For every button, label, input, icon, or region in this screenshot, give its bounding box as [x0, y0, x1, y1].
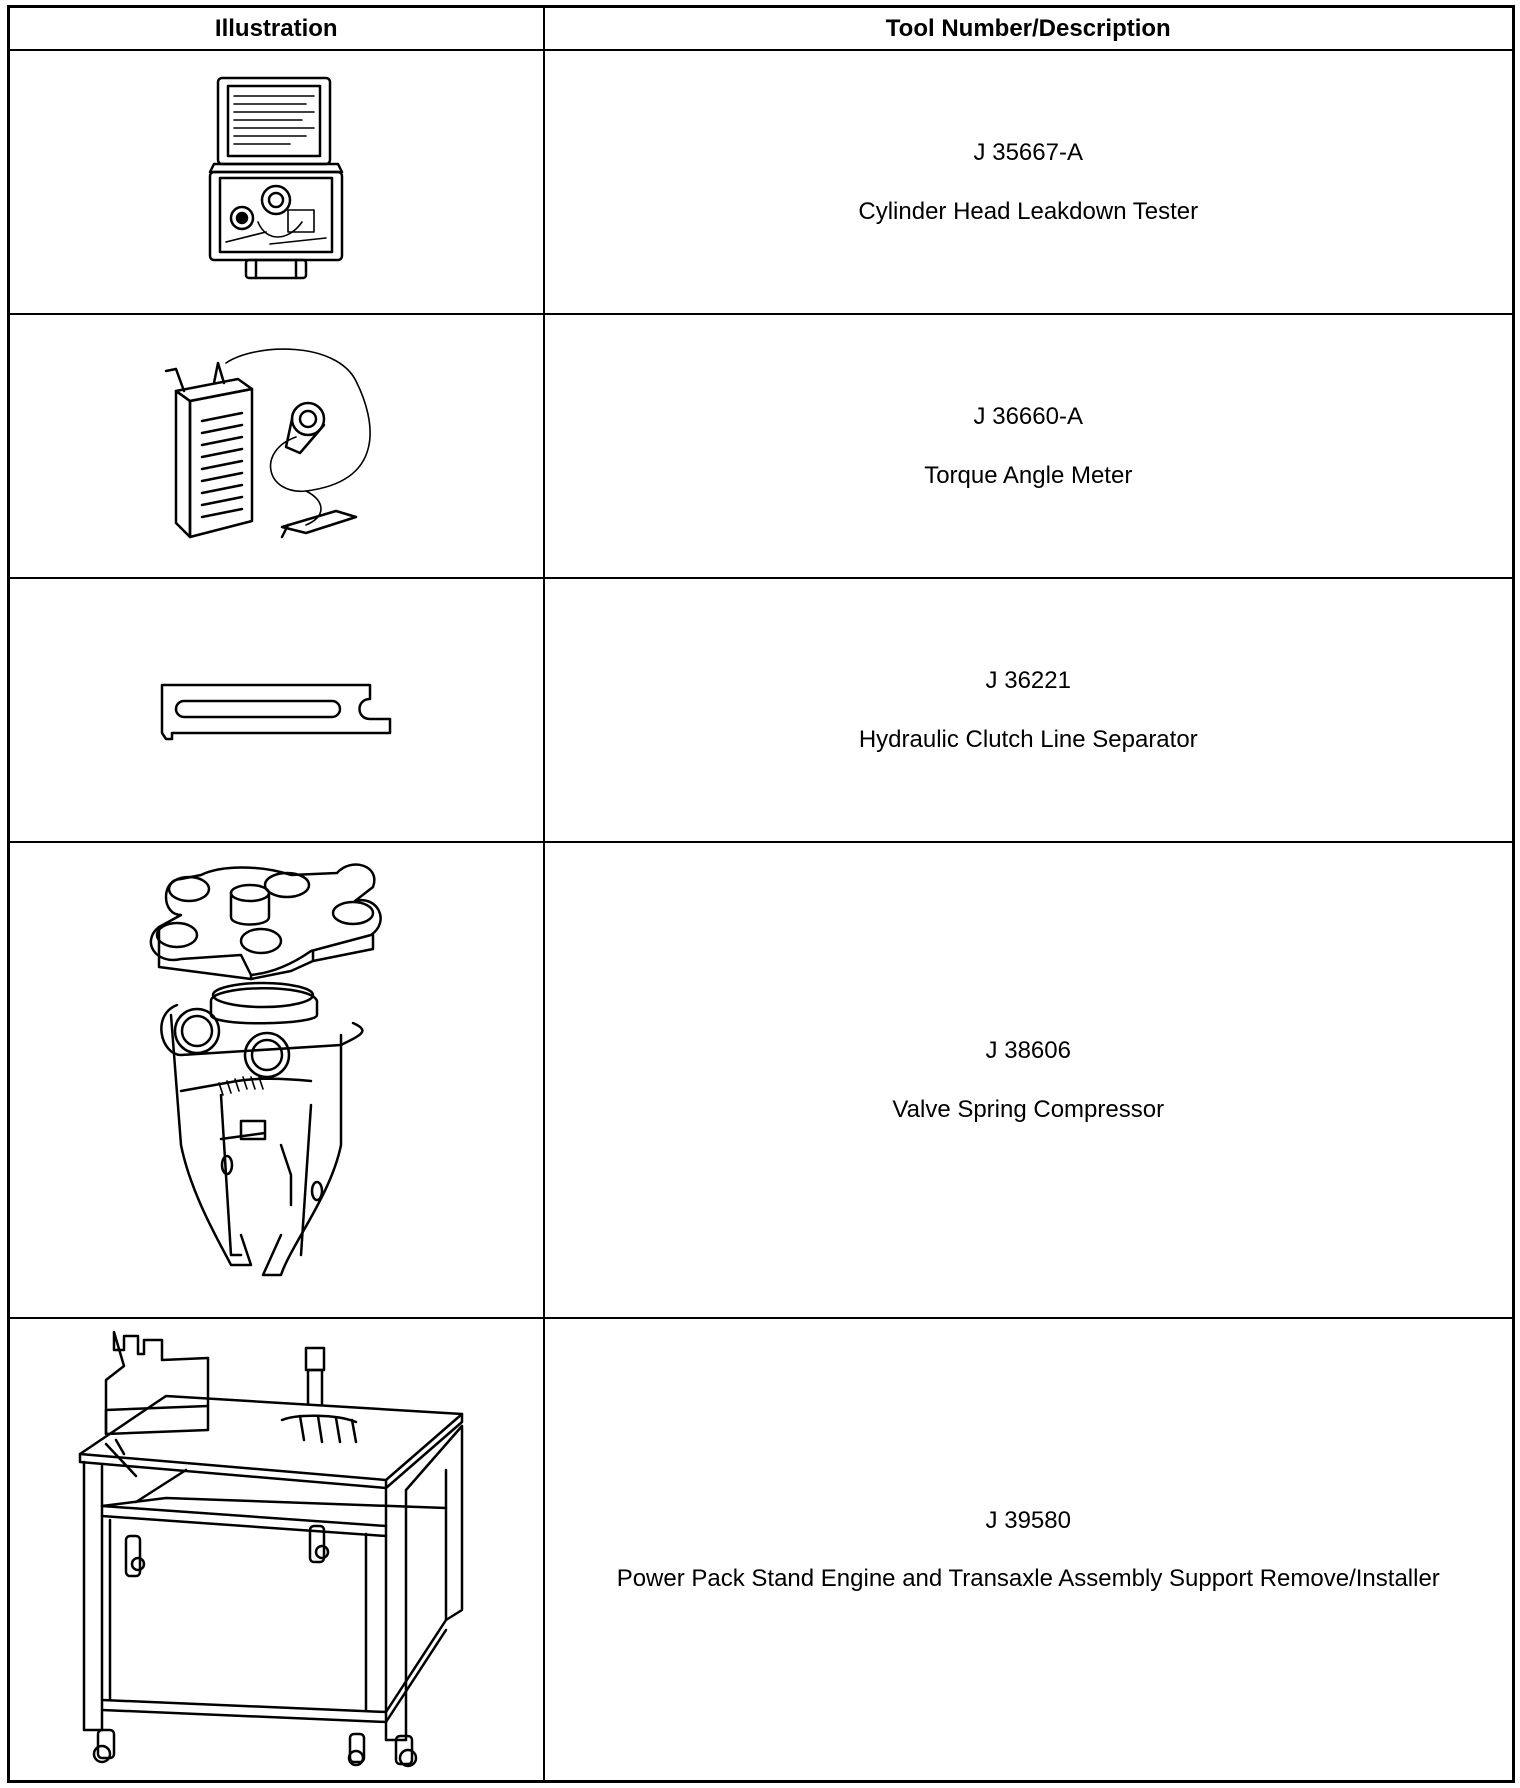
power-pack-stand-icon — [66, 1330, 486, 1770]
valve-spring-compressor-icon — [141, 855, 411, 1305]
illustration-cell — [9, 842, 544, 1318]
tool-number: J 35667-A — [973, 139, 1083, 167]
tool-description-cell — [544, 578, 1514, 842]
tool-name: Cylinder Head Leakdown Tester — [858, 197, 1199, 225]
tool-name: Torque Angle Meter — [924, 461, 1133, 489]
tool-description-cell — [544, 50, 1514, 314]
illustration-cell — [9, 314, 544, 578]
tool-name: Hydraulic Clutch Line Separator — [858, 725, 1198, 753]
tool-number: J 39580 — [985, 1506, 1071, 1534]
tool-name: Valve Spring Compressor — [892, 1095, 1165, 1123]
tool-name: Power Pack Stand Engine and Transaxle Assembly Support Remove/Installer — [616, 1565, 1440, 1592]
special-tools-table — [7, 5, 1515, 1783]
table-row — [9, 314, 1514, 578]
illustration-cell — [9, 50, 544, 314]
header-tool-description: Tool Number/Description — [544, 7, 1514, 51]
leakdown-tester-case-icon — [206, 72, 346, 292]
table-row — [9, 50, 1514, 314]
tool-description-cell — [544, 1318, 1514, 1782]
illustration-cell — [9, 1318, 544, 1782]
table-row — [9, 842, 1514, 1318]
clutch-line-separator-icon — [156, 675, 396, 745]
illustration-cell — [9, 578, 544, 842]
tool-description-cell — [544, 842, 1514, 1318]
tool-number: J 38606 — [985, 1037, 1071, 1065]
tool-number: J 36660-A — [973, 403, 1083, 431]
header-illustration: Illustration — [9, 7, 544, 51]
tool-description-cell — [544, 314, 1514, 578]
torque-angle-meter-icon — [156, 341, 396, 551]
table-row — [9, 1318, 1514, 1782]
tool-number: J 36221 — [985, 667, 1071, 695]
table-row — [9, 578, 1514, 842]
table-header-row — [9, 7, 1514, 51]
